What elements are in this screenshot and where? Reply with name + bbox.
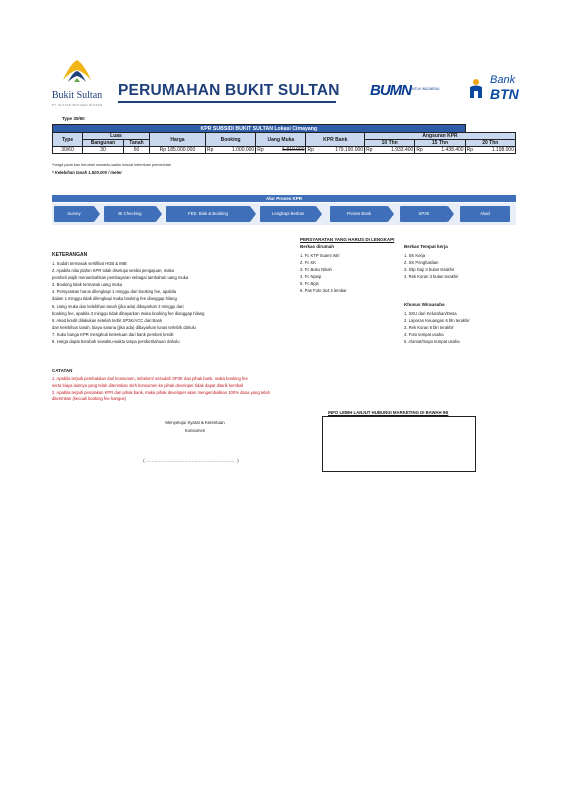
list-item: 1. SK Kerja xyxy=(404,253,426,258)
page-title: PERUMAHAN BUKIT SULTAN xyxy=(118,82,340,99)
list-item: dalam 1 minggu tidak dilengkapi maka booking fee dianggap hilang xyxy=(52,296,177,302)
house-roof-icon xyxy=(60,58,94,86)
list-item: 3. Fc Buku Nikah xyxy=(300,267,332,273)
catatan-title: CATATAN xyxy=(52,368,73,373)
sign-line: ( ……………………………………………………… ) xyxy=(143,458,239,463)
bukit-sultan-logo xyxy=(44,56,110,114)
cell-rp: Rp xyxy=(415,147,428,154)
col-type: Type xyxy=(53,133,83,147)
list-item: 2. Apabila terjadi penolakan KPR dari pihak bank, maka pihak developer akan mengembalikan 100% dana yang telah xyxy=(52,389,270,395)
flow-title: Alur Proses KPR xyxy=(52,195,516,202)
cell-tanah: 60 xyxy=(124,147,150,154)
list-item: 1. SKU dari Kelurahan/Desa xyxy=(404,311,457,316)
cell-type: 30/60 xyxy=(53,147,83,154)
col-kpr-bank: KPR Bank xyxy=(306,133,365,147)
wirausaha-title: Khusus Wirausaha xyxy=(404,302,445,307)
flow-step-bi-checking: BI Checking xyxy=(104,206,156,222)
table-banner: KPR SUBSIDI BUKIT SULTAN Lokasi Cimayang xyxy=(53,125,466,133)
cell-angsuran-10: 1.933.400 xyxy=(378,147,415,154)
marketing-contact-box xyxy=(322,416,476,472)
logo-subtitle: PT. SULTAN MUTIARA SULTAN xyxy=(51,103,103,107)
wirausaha-list xyxy=(404,310,470,345)
list-item: 2. Fc KK xyxy=(300,260,317,266)
land-excess-note: * Kelebihan tanah 1.500.000 / meter xyxy=(52,170,122,175)
list-item: 1. Fc KTP Suami Istri xyxy=(300,253,340,258)
berkas-kerja-list xyxy=(404,252,458,280)
list-item: 6. Pas Foto 3x4 2 lembar xyxy=(300,288,347,294)
keterangan-title: KETERANGAN xyxy=(52,252,88,258)
cell-rp: Rp xyxy=(205,147,218,154)
col-tanah: Tanah xyxy=(124,140,150,147)
list-item: 5. Uang muka dan kelebihan tanah (jika ada) dibayarkan 3 minggu dari xyxy=(52,303,184,309)
info-title: INFO LEBIH LANJUT HUBUNGI MARKETING DI BAWAH INI xyxy=(328,410,449,415)
list-item: 2. SK Penghasilan xyxy=(404,260,439,266)
bank-label: Bank xyxy=(490,74,516,86)
berkas-kerja-title: Berkas Tempat kerja xyxy=(404,244,448,249)
list-item: dan kelebihan tanah, biaya sarana (jika ada) dibayarkan lunas terlebih dahulu xyxy=(52,324,196,330)
list-item: 6. Akad kredit dilakukan setelah terbit SP3K/ACC dari Bank xyxy=(52,317,163,323)
list-item: serta biaya lainnya yang telah diterimkan oleh konsumen ke pihak developer tidak dapat ditarik kembali xyxy=(52,382,244,388)
list-item: 4. Fc Npwp xyxy=(300,274,322,280)
keterangan-list xyxy=(52,260,302,345)
cell-angsuran-20: 1.198.000 xyxy=(478,147,515,154)
title-underline xyxy=(118,101,336,103)
list-item: 3. Rek Koran 6 bln terakhir xyxy=(404,325,454,331)
cell-rp: Rp xyxy=(306,147,319,154)
list-item: 1. Apabila terjadi pembatalan dari konsumen, sebelum/ sesudah SP3K dari pihak bank, maka booking fee xyxy=(52,376,248,381)
list-item: booking fee, apabila 3 minggu tidak dibayarkan maka booking fee dianggap hilang xyxy=(52,310,205,316)
list-item: 3. Booking tidak termasuk uang muka xyxy=(52,282,123,288)
list-item: 1. Sudah termasuk sertifikat HGB & IMB xyxy=(52,261,127,266)
cell-bangunan: 30 xyxy=(83,147,124,154)
persyaratan-title: PERSYARATAN YANG HARUS DI LENGKAPI xyxy=(300,237,395,242)
flow-step-akad: Akad xyxy=(460,206,510,222)
bumn-logo xyxy=(370,82,442,102)
cell-rp: Rp xyxy=(256,147,269,154)
cell-angsuran-15: 1.438.400 xyxy=(428,147,465,154)
cell-harga: Rp 185.000.000 xyxy=(149,147,205,154)
table-row xyxy=(53,147,516,154)
col-15-thn: 15 Thn xyxy=(415,140,465,147)
flow-step-proses-bank: Proses Bank xyxy=(330,206,388,222)
col-harga: Harga xyxy=(149,133,205,147)
btn-emblem-icon xyxy=(468,78,484,98)
berkas-dirumah-title: Berkas dirumah xyxy=(300,244,335,249)
sign-agreement-label: Menyetujui Syarat & Ketentuan xyxy=(165,420,225,425)
type-label: Type 30/60 xyxy=(62,116,85,121)
col-10-thn: 10 Thn xyxy=(365,140,415,147)
bumn-logo-text: BUMN xyxy=(370,82,411,99)
list-item: 2. Apabila nilai plafon KPR tidak disetujui sesilai pengajuan, maka xyxy=(52,268,174,274)
col-luas: Luas xyxy=(83,133,150,140)
btn-label: BTN xyxy=(490,86,519,102)
flow-step-sp3k: SP3K xyxy=(400,206,448,222)
list-item: 5. Fc Bpjs xyxy=(300,281,319,287)
price-note: *harga pada bau berubah sewaktu-waktu sesuai ketentuan pemerintah xyxy=(52,163,172,167)
bank-btn-logo xyxy=(468,74,528,108)
flow-step-fee-booking: FEE: Biak & Booking xyxy=(166,206,250,222)
flow-step-survey: Survey xyxy=(54,206,94,222)
catatan-list xyxy=(52,376,316,403)
kpr-price-table xyxy=(52,124,516,154)
list-item: 5. Alamat/mapo tempat usaha xyxy=(404,339,460,345)
cell-uang-muka: 5.810.000 xyxy=(269,147,306,154)
flow-step-lengkapi-berkas: Lengkapi Berkas xyxy=(260,206,316,222)
list-item: 4. Rek Koran 3 bulan terakhir xyxy=(404,274,459,280)
bumn-logo-subtitle: UNTUK INDONESIA xyxy=(410,87,440,91)
list-item: 3. Slip Gaji 3 bulan terakhir xyxy=(404,267,455,273)
list-item: 4. Foto tempat usaha xyxy=(404,332,444,338)
logo-name: Bukit Sultan xyxy=(51,90,103,101)
cell-booking: 1.000.000 xyxy=(219,147,256,154)
cell-rp: Rp xyxy=(365,147,378,154)
list-item: 8. Harga dapat berubah sewaktu-waktu tanpa pemberitahuan dahulu xyxy=(52,339,180,345)
cell-rp: Rp xyxy=(465,147,478,154)
col-20-thn: 20 Thn xyxy=(465,140,515,147)
list-item: 4. Persyaratan harus dilengkapi 1 minggu dari booking fee, apabila xyxy=(52,289,177,295)
list-item: 7. Suku bunga KPR mengikuti ketentuan dari bank pemberi kredit xyxy=(52,331,174,337)
col-booking: Booking xyxy=(205,133,255,147)
sign-konsumen-label: Konsumen xyxy=(184,428,206,433)
list-item: pembeli wajib menambahkan pembayaran sebagai tambahan uang muka xyxy=(52,275,189,281)
document-header xyxy=(44,56,524,116)
col-bangunan: Bangunan xyxy=(83,140,124,147)
list-item: diterimkan (kecuali booking fee hangus) xyxy=(52,396,127,402)
col-angsuran: Angsuran KPR xyxy=(365,133,516,140)
berkas-dirumah-list xyxy=(300,252,347,295)
col-uang-muka: Uang Muka xyxy=(256,133,306,147)
cell-kpr-bank: 179.190.000 xyxy=(319,147,364,154)
list-item: 2. Laporan Keuangan 6 bln terakhir xyxy=(404,318,470,324)
